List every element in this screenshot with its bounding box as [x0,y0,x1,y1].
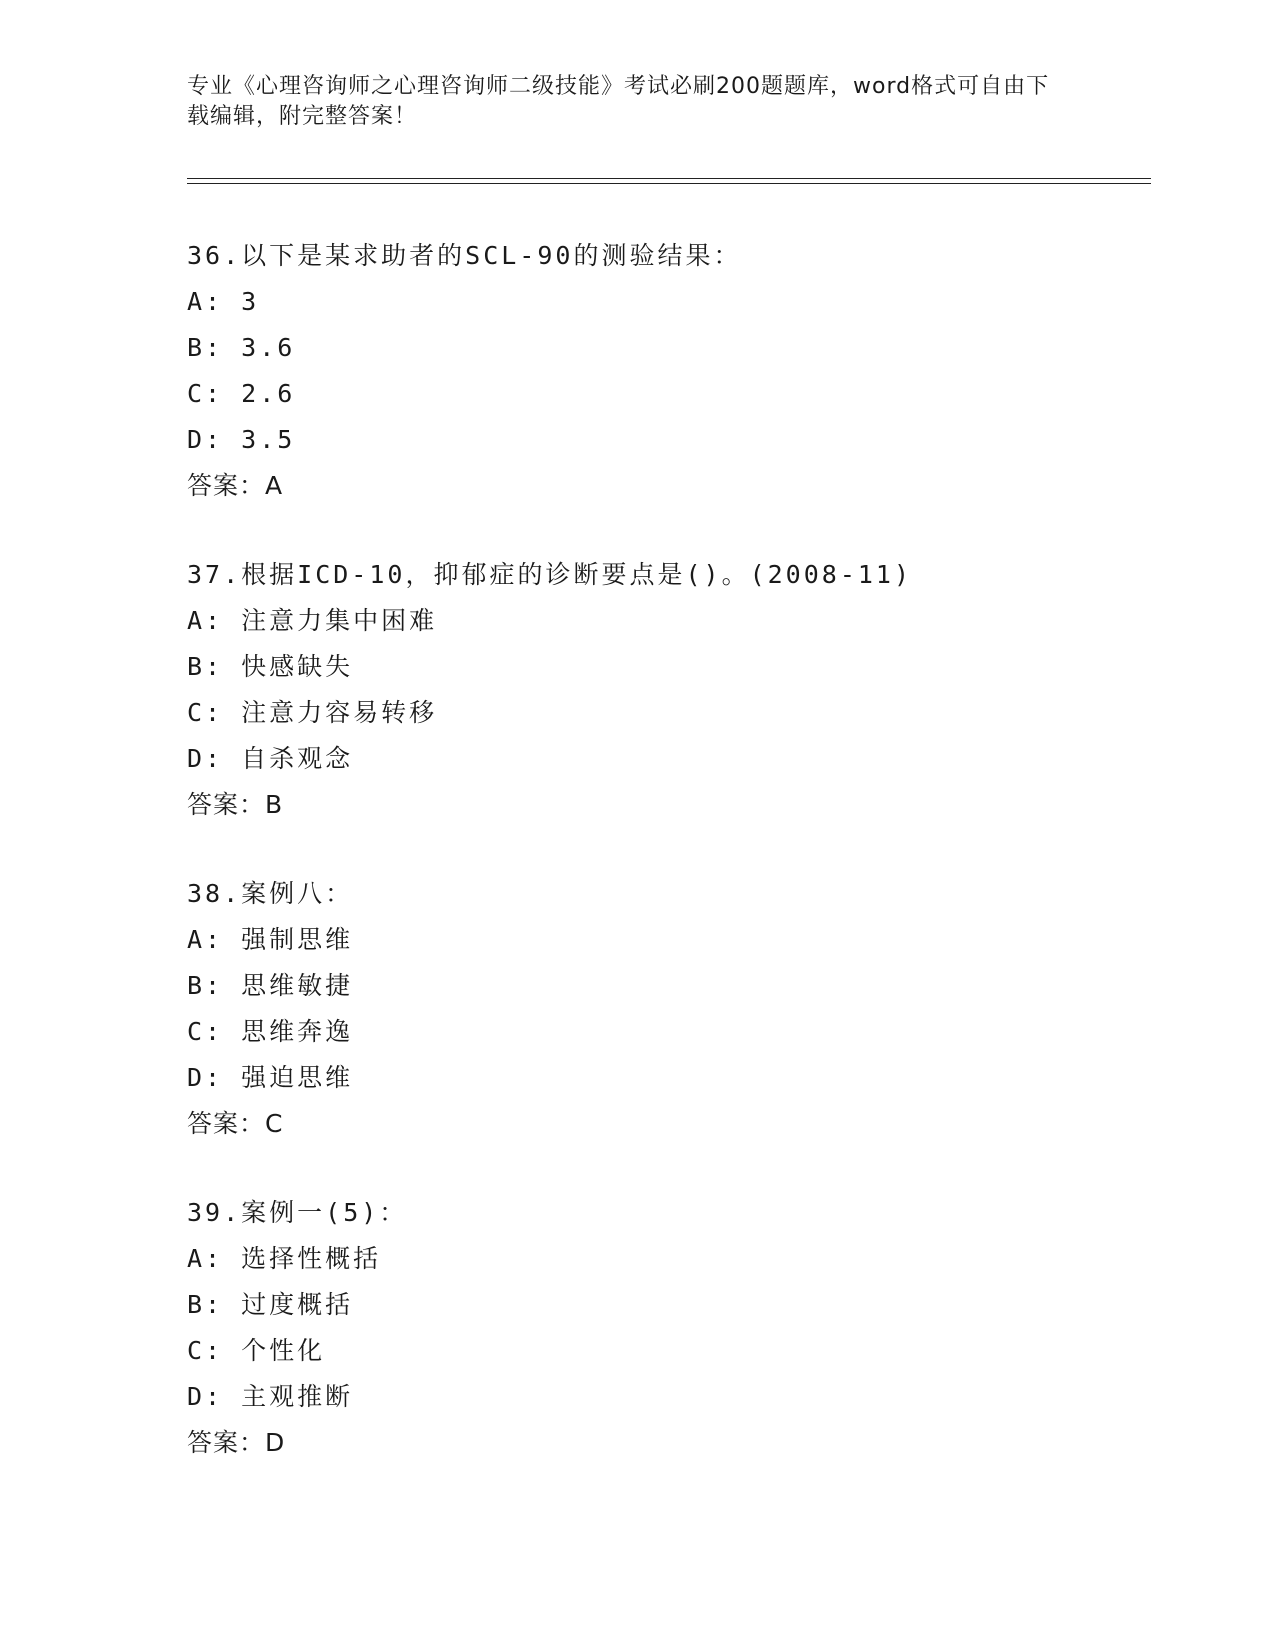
option-a: A: 强制思维 [187,925,354,954]
question-37 [187,552,1151,828]
option-d: D: 主观推断 [187,1382,354,1411]
document-header: 专业《心理咨询师之心理咨询师二级技能》考试必刷200题题库，word格式可自由下载编辑，附完整答案！ [187,74,1050,129]
option-c: C: 注意力容易转移 [187,698,438,727]
option-d: D: 自杀观念 [187,744,354,773]
header-divider-top [187,178,1151,179]
question-38 [187,871,1151,1147]
question-title: 38.案例八： [187,879,354,908]
question-title: 37.根据ICD-10，抑郁症的诊断要点是()。(2008-11) [187,560,913,589]
answer: 答案：B [187,790,284,819]
option-a: A: 3 [187,287,260,316]
option-d: D: 3.5 [187,425,296,454]
option-b: B: 思维敏捷 [187,971,354,1000]
header-divider-bottom [187,183,1151,184]
option-b: B: 过度概括 [187,1290,354,1319]
option-c: C: 思维奔逸 [187,1017,354,1046]
question-title: 39.案例一(5)： [187,1198,408,1227]
question-39 [187,1190,1151,1466]
answer: 答案：C [187,1109,284,1138]
question-36 [187,233,1151,509]
option-b: B: 3.6 [187,333,296,362]
option-b: B: 快感缺失 [187,652,354,681]
option-c: C: 个性化 [187,1336,326,1365]
option-d: D: 强迫思维 [187,1063,354,1092]
question-title: 36.以下是某求助者的SCL-90的测验结果： [187,241,742,270]
option-a: A: 注意力集中困难 [187,606,438,635]
answer: 答案：A [187,471,284,500]
option-a: A: 选择性概括 [187,1244,382,1273]
answer: 答案：D [187,1428,286,1457]
option-c: C: 2.6 [187,379,296,408]
